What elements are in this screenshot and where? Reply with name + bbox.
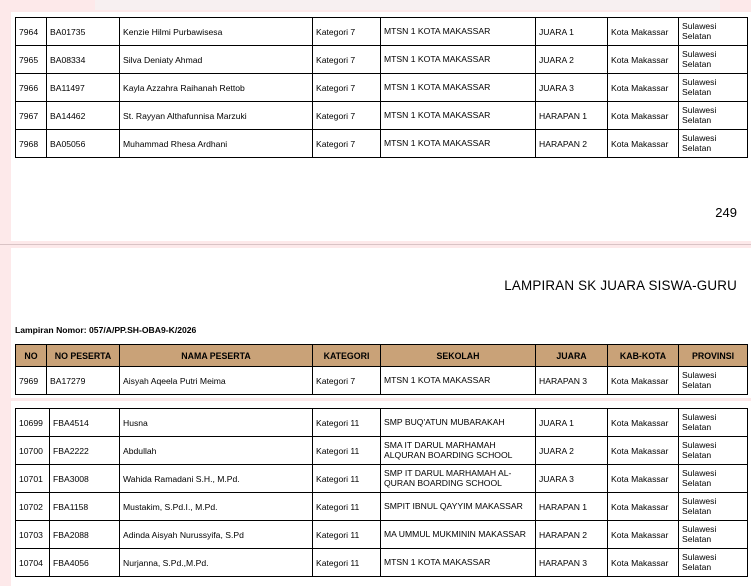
cell-kab-kota: Kota Makassar — [608, 465, 679, 493]
cell-provinsi: Sulawesi Selatan — [679, 437, 748, 465]
cell-kategori: Kategori 11 — [313, 409, 381, 437]
cell-provinsi: Sulawesi Selatan — [679, 46, 748, 74]
cell-nama-peserta: Mustakim, S.Pd.I., M.Pd. — [120, 493, 313, 521]
cell-kab-kota: Kota Makassar — [608, 437, 679, 465]
cell-no-peserta: FBA2088 — [50, 521, 120, 549]
cell-sekolah: MTSN 1 KOTA MAKASSAR — [381, 549, 536, 577]
cell-no: 7964 — [16, 18, 47, 46]
results-table-body — [16, 367, 748, 395]
cell-kategori: Kategori 11 — [313, 465, 381, 493]
cell-sekolah: MTSN 1 KOTA MAKASSAR — [381, 130, 536, 158]
cell-sekolah: SMP BUQ'ATUN MUBARAKAH — [381, 409, 536, 437]
cell-no-peserta: FBA3008 — [50, 465, 120, 493]
cell-nama-peserta: Kenzie Hilmi Purbawisesa — [120, 18, 313, 46]
cell-provinsi: Sulawesi Selatan — [679, 18, 748, 46]
cell-no: 10703 — [16, 521, 50, 549]
cell-kategori: Kategori 7 — [313, 130, 381, 158]
cell-sekolah: MTSN 1 KOTA MAKASSAR — [381, 74, 536, 102]
cell-sekolah: MTSN 1 KOTA MAKASSAR — [381, 46, 536, 74]
cell-provinsi: Sulawesi Selatan — [679, 74, 748, 102]
cell-kategori: Kategori 7 — [313, 74, 381, 102]
cell-no-peserta: BA05056 — [47, 130, 120, 158]
results-table — [15, 344, 748, 395]
results-table-body — [16, 18, 748, 158]
cell-kategori: Kategori 7 — [313, 18, 381, 46]
table-row — [16, 102, 748, 130]
cell-nama-peserta: Abdullah — [120, 437, 313, 465]
cell-no: 7965 — [16, 46, 47, 74]
results-table-header — [16, 345, 748, 367]
cell-juara: HARAPAN 3 — [536, 367, 608, 395]
cell-juara: JUARA 2 — [536, 437, 608, 465]
previous-page-edge — [95, 0, 720, 10]
column-header-sekolah: SEKOLAH — [381, 345, 536, 367]
cell-no-peserta: BA01735 — [47, 18, 120, 46]
cell-no-peserta: BA11497 — [47, 74, 120, 102]
cell-kategori: Kategori 11 — [313, 549, 381, 577]
cell-juara: JUARA 1 — [536, 409, 608, 437]
cell-no-peserta: BA08334 — [47, 46, 120, 74]
cell-no: 7969 — [16, 367, 47, 395]
column-header-provinsi: PROVINSI — [679, 345, 748, 367]
cell-provinsi: Sulawesi Selatan — [679, 409, 748, 437]
cell-juara: HARAPAN 3 — [536, 549, 608, 577]
results-table — [15, 17, 748, 158]
cell-provinsi: Sulawesi Selatan — [679, 493, 748, 521]
cell-no: 10699 — [16, 409, 50, 437]
cell-no-peserta: BA17279 — [47, 367, 120, 395]
cell-nama-peserta: Kayla Azzahra Raihanah Rettob — [120, 74, 313, 102]
cell-no: 7966 — [16, 74, 47, 102]
cell-kab-kota: Kota Makassar — [608, 74, 679, 102]
cell-nama-peserta: Adinda Aisyah Nurussyifa, S.Pd — [120, 521, 313, 549]
cell-no: 7967 — [16, 102, 47, 130]
cell-sekolah: MA UMMUL MUKMININ MAKASSAR — [381, 521, 536, 549]
results-table — [15, 408, 748, 577]
cell-no: 10704 — [16, 549, 50, 577]
cell-kategori: Kategori 11 — [313, 493, 381, 521]
page-number: 249 — [715, 205, 737, 220]
cell-no-peserta: FBA4056 — [50, 549, 120, 577]
appendix-title: LAMPIRAN SK JUARA SISWA-GURU — [504, 278, 737, 293]
table-row — [16, 521, 748, 549]
cell-nama-peserta: Silva Deniaty Ahmad — [120, 46, 313, 74]
cell-kategori: Kategori 7 — [313, 102, 381, 130]
cell-kategori: Kategori 11 — [313, 521, 381, 549]
cell-kab-kota: Kota Makassar — [608, 409, 679, 437]
cell-juara: JUARA 2 — [536, 46, 608, 74]
cell-nama-peserta: St. Rayyan Althafunnisa Marzuki — [120, 102, 313, 130]
cell-provinsi: Sulawesi Selatan — [679, 549, 748, 577]
cell-no: 10701 — [16, 465, 50, 493]
cell-nama-peserta: Muhammad Rhesa Ardhani — [120, 130, 313, 158]
table-row — [16, 46, 748, 74]
cell-kab-kota: Kota Makassar — [608, 46, 679, 74]
column-header-kab-kota: KAB-KOTA — [608, 345, 679, 367]
cell-nama-peserta: Husna — [120, 409, 313, 437]
column-header-no-peserta: NO PESERTA — [47, 345, 120, 367]
cell-sekolah: SMPIT IBNUL QAYYIM MAKASSAR — [381, 493, 536, 521]
page-separator — [0, 244, 751, 245]
cell-provinsi: Sulawesi Selatan — [679, 130, 748, 158]
cell-sekolah: MTSN 1 KOTA MAKASSAR — [381, 367, 536, 395]
cell-sekolah: SMP IT DARUL MARHAMAH AL-QURAN BOARDING SCHOOL — [381, 465, 536, 493]
cell-provinsi: Sulawesi Selatan — [679, 102, 748, 130]
cell-juara: HARAPAN 2 — [536, 130, 608, 158]
cell-juara: HARAPAN 1 — [536, 102, 608, 130]
cell-kab-kota: Kota Makassar — [608, 493, 679, 521]
cell-nama-peserta: Aisyah Aqeela Putri Meima — [120, 367, 313, 395]
results-table-body — [16, 409, 748, 577]
header-row — [16, 345, 748, 367]
cell-juara: HARAPAN 1 — [536, 493, 608, 521]
cell-kab-kota: Kota Makassar — [608, 102, 679, 130]
cell-juara: JUARA 3 — [536, 465, 608, 493]
table-row — [16, 130, 748, 158]
cell-kab-kota: Kota Makassar — [608, 367, 679, 395]
cell-no-peserta: FBA4514 — [50, 409, 120, 437]
cell-juara: JUARA 1 — [536, 18, 608, 46]
table-row — [16, 493, 748, 521]
cell-sekolah: SMA IT DARUL MARHAMAH ALQURAN BOARDING SCHOOL — [381, 437, 536, 465]
document-page-appendix — [11, 248, 751, 398]
cell-no-peserta: FBA1158 — [50, 493, 120, 521]
column-header-kategori: KATEGORI — [313, 345, 381, 367]
cell-kategori: Kategori 7 — [313, 367, 381, 395]
cell-kab-kota: Kota Makassar — [608, 130, 679, 158]
cell-sekolah: MTSN 1 KOTA MAKASSAR — [381, 102, 536, 130]
cell-kab-kota: Kota Makassar — [608, 521, 679, 549]
column-header-juara: JUARA — [536, 345, 608, 367]
document-page-249 — [11, 12, 751, 241]
column-header-nama-peserta: NAMA PESERTA — [120, 345, 313, 367]
cell-provinsi: Sulawesi Selatan — [679, 367, 748, 395]
cell-no: 10700 — [16, 437, 50, 465]
cell-no: 10702 — [16, 493, 50, 521]
table-row — [16, 74, 748, 102]
cell-sekolah: MTSN 1 KOTA MAKASSAR — [381, 18, 536, 46]
document-page-next — [11, 401, 751, 586]
cell-kategori: Kategori 7 — [313, 46, 381, 74]
cell-nama-peserta: Wahida Ramadani S.H., M.Pd. — [120, 465, 313, 493]
cell-juara: HARAPAN 2 — [536, 521, 608, 549]
cell-provinsi: Sulawesi Selatan — [679, 465, 748, 493]
cell-no-peserta: FBA2222 — [50, 437, 120, 465]
cell-kategori: Kategori 11 — [313, 437, 381, 465]
cell-juara: JUARA 3 — [536, 74, 608, 102]
cell-no: 7968 — [16, 130, 47, 158]
cell-no-peserta: BA14462 — [47, 102, 120, 130]
column-header-no: NO — [16, 345, 47, 367]
table-row — [16, 549, 748, 577]
appendix-reference: Lampiran Nomor: 057/A/PP.SH-OBA9-K/2026 — [15, 325, 197, 335]
cell-provinsi: Sulawesi Selatan — [679, 521, 748, 549]
table-row — [16, 465, 748, 493]
cell-nama-peserta: Nurjanna, S.Pd.,M.Pd. — [120, 549, 313, 577]
table-row — [16, 437, 748, 465]
table-row — [16, 367, 748, 395]
cell-kab-kota: Kota Makassar — [608, 18, 679, 46]
table-row — [16, 409, 748, 437]
table-row — [16, 18, 748, 46]
cell-kab-kota: Kota Makassar — [608, 549, 679, 577]
